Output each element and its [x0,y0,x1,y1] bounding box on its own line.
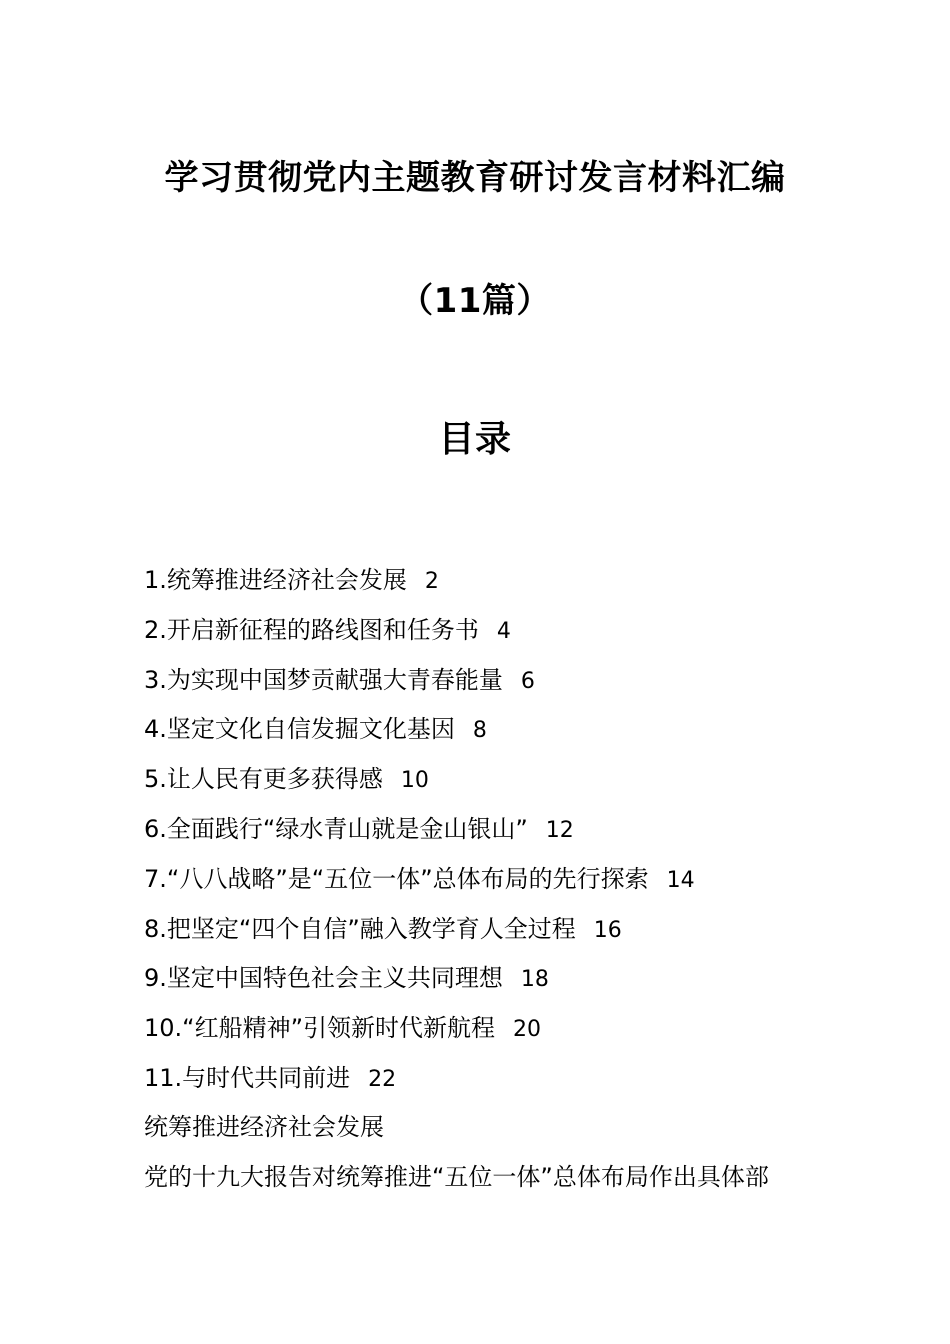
document-subtitle: （11篇） [399,281,551,321]
toc-item-label: 5.让人民有更多获得感 [144,765,383,794]
toc-item-label: 11.与时代共同前进 [144,1063,351,1092]
toc-item[interactable] [144,1061,824,1111]
table-of-contents [144,563,824,1111]
toc-heading: 目录 [438,419,512,460]
toc-item-page: 10 [400,768,429,794]
toc-item-page: 18 [520,967,549,993]
toc-item-label: 6.全面践行“绿水青山就是金山银山” [144,814,528,843]
toc-item-label: 7.“八八战略”是“五位一体”总体布局的先行探索 [144,864,649,893]
toc-item[interactable] [144,812,824,862]
toc-item[interactable] [144,613,824,663]
toc-item[interactable] [144,1011,824,1061]
toc-item[interactable] [144,563,824,613]
toc-item-page: 14 [666,867,695,893]
toc-item[interactable] [144,663,824,713]
toc-item[interactable] [144,712,824,762]
toc-item-label: 10.“红船精神”引领新时代新航程 [144,1014,496,1043]
toc-item-page: 8 [472,718,487,744]
toc-item[interactable] [144,862,824,912]
toc-item-page: 20 [513,1017,542,1043]
section-title: 统筹推进经济社会发展 [144,1113,384,1141]
toc-item-page: 6 [520,668,535,694]
toc-item[interactable] [144,762,824,812]
toc-item-label: 1.统筹推进经济社会发展 [144,566,407,594]
toc-item[interactable] [144,961,824,1011]
section-body-text: 党的十九大报告对统筹推进“五位一体”总体布局作出具体部 [144,1163,769,1191]
toc-item-label: 3.为实现中国梦贡献强大青春能量 [144,665,503,694]
toc-item[interactable] [144,912,824,962]
toc-item-page: 22 [368,1066,397,1092]
toc-item-page: 12 [545,817,574,843]
document-title: 学习贯彻党内主题教育研讨发言材料汇编 [164,158,786,198]
toc-item-label: 8.把坚定“四个自信”融入教学育人全过程 [144,914,576,943]
toc-item-page: 4 [496,618,511,644]
toc-item-page: 16 [593,917,622,943]
toc-item-label: 2.开启新征程的路线图和任务书 [144,615,479,644]
toc-item-label: 4.坚定文化自信发掘文化基因 [144,715,455,744]
toc-item-page: 2 [424,569,439,594]
toc-item-label: 9.坚定中国特色社会主义共同理想 [144,964,503,993]
